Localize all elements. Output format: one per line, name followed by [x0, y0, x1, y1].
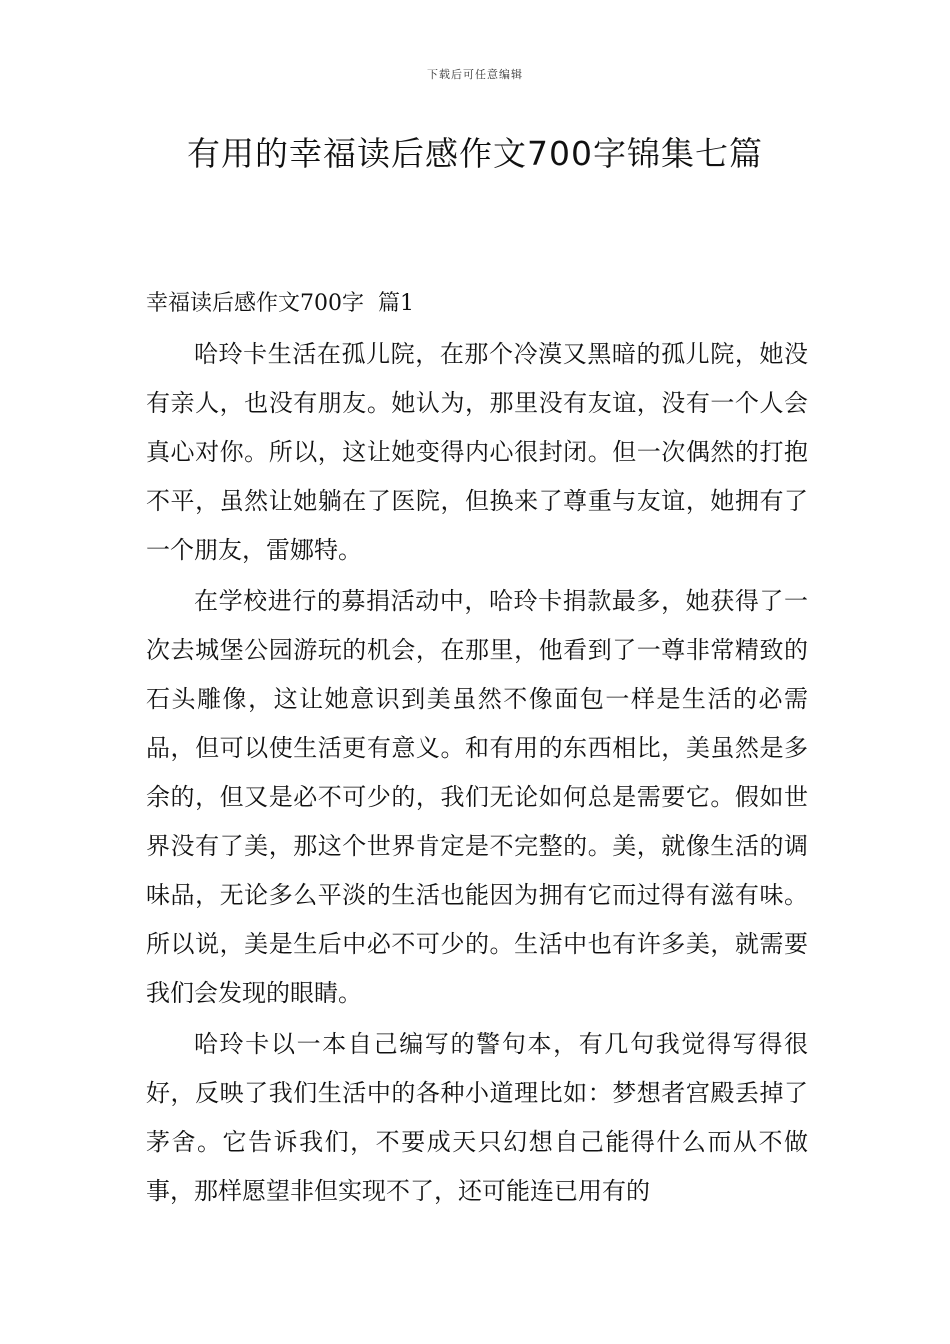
header-note: 下载后可任意编辑 — [427, 68, 523, 81]
paragraph-3: 哈玲卡以一本自己编写的警句本，有几句我觉得写得很好，反映了我们生活中的各种小道理比如：梦想者宫殿丢掉了茅舍。它告诉我们，不要成天只幻想自己能得什么而从不做事，那样愿望非但实现不了，还可能连已用有的 — [146, 1030, 808, 1205]
section-heading: 幸福读后感作文700字 篇1 — [146, 291, 414, 316]
paragraph-2: 在学校进行的募捐活动中，哈玲卡捐款最多，她获得了一次去城堡公园游玩的机会，在那里，他看到了一尊非常精致的石头雕像，这让她意识到美虽然不像面包一样是生活的必需品，但可以使生活更有意义。和有用的东西相比，美虽然是多余的，但又是必不可少的，我们无论如何总是需要它。假如世界没有了美，那这个世界肯定是不完整的。美，就像生活的调味品，无论多么平淡的生活也能因为拥有它而过得有滋有味。所以说，美是生后中必不可少的。生活中也有许多美，就需要我们会发现的眼睛。 — [146, 587, 808, 1007]
body-text — [146, 330, 808, 1218]
document-title: 有用的幸福读后感作文700字锦集七篇 — [187, 134, 763, 173]
paragraph-1: 哈玲卡生活在孤儿院，在那个冷漠又黑暗的孤儿院，她没有亲人，也没有朋友。她认为，那里没有友谊，没有一个人会真心对你。所以，这让她变得内心很封闭。但一次偶然的打抱不平，虽然让她躺在了医院，但换来了尊重与友谊，她拥有了一个朋友，雷娜特。 — [146, 340, 808, 564]
